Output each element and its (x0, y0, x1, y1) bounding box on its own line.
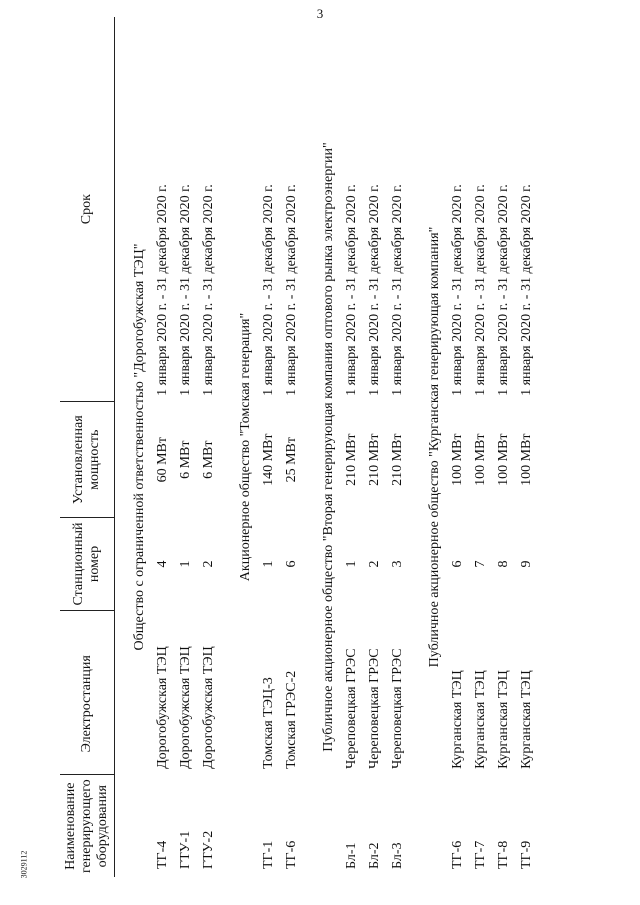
station-name: Череповецкая ГРЭС (367, 648, 383, 769)
station-name: Томская ГРЭС-2 (284, 670, 300, 769)
equipment-name: ТГ-9 (519, 840, 535, 869)
station-name: Дорогобужская ТЭЦ (155, 646, 171, 769)
station-name: Курганская ТЭЦ (519, 670, 535, 769)
installed-power: 210 МВт (344, 433, 360, 486)
equipment-name: ТГ-7 (473, 840, 489, 869)
group-header-row (318, 17, 341, 877)
equipment-name: ГТУ-1 (178, 830, 194, 869)
group-header-row (235, 17, 258, 877)
installed-power: 210 МВт (367, 433, 383, 486)
company-title: Акционерное общество "Томская генерация" (238, 312, 254, 582)
installed-power: 6 МВт (178, 440, 194, 479)
table-row (152, 17, 175, 877)
station-number: 1 (344, 560, 360, 568)
equipment-table (60, 17, 539, 877)
installed-power: 210 МВт (390, 433, 406, 486)
station-name: Курганская ТЭЦ (496, 670, 512, 769)
table-row (387, 17, 410, 877)
station-number: 9 (519, 560, 535, 568)
table-row (198, 17, 221, 877)
station-name: Череповецкая ГРЭС (390, 648, 406, 769)
installed-power: 60 МВт (155, 437, 171, 483)
station-number: 3 (390, 560, 406, 568)
table-header-row (60, 17, 115, 877)
equipment-name: ТГ-4 (155, 840, 171, 869)
term-period: 1 января 2020 г. - 31 декабря 2020 г. (519, 184, 535, 396)
station-number: 6 (450, 560, 466, 568)
company-title: Публичное акционерное общество "Вторая генерирующая компания оптового рынка электроэнергии" (321, 142, 337, 752)
station-name: Курганская ТЭЦ (450, 670, 466, 769)
installed-power: 100 МВт (519, 433, 535, 486)
station-name: Томская ТЭЦ-3 (261, 677, 277, 769)
station-number: 4 (155, 560, 171, 568)
station-number: 6 (284, 560, 300, 568)
term-period: 1 января 2020 г. - 31 декабря 2020 г. (450, 184, 466, 396)
document-code: 3029112 (19, 850, 29, 879)
term-period: 1 января 2020 г. - 31 декабря 2020 г. (344, 184, 360, 396)
installed-power: 100 МВт (473, 433, 489, 486)
installed-power: 6 МВт (201, 440, 217, 479)
station-name: Дорогобужская ТЭЦ (178, 646, 194, 769)
equipment-name: ТГ-1 (261, 840, 277, 869)
term-period: 1 января 2020 г. - 31 декабря 2020 г. (496, 184, 512, 396)
rotated-table-stage (60, 17, 535, 877)
equipment-name: Бл-2 (367, 842, 383, 869)
table-row (258, 17, 281, 877)
equipment-name: Бл-1 (344, 842, 360, 869)
station-name: Дорогобужская ТЭЦ (201, 646, 217, 769)
header-station: Электростанция (60, 611, 115, 775)
spacer-row (304, 17, 318, 877)
equipment-name: ГТУ-2 (201, 830, 217, 869)
term-period: 1 января 2020 г. - 31 декабря 2020 г. (390, 184, 406, 396)
header-power: Установленная мощность (60, 402, 115, 518)
station-number: 8 (496, 560, 512, 568)
company-title: Общество с ограниченной ответственностью "Дорогобужская ТЭЦ" (132, 243, 148, 651)
table-row (281, 17, 304, 877)
equipment-name: Бл-3 (390, 842, 406, 869)
table-row (175, 17, 198, 877)
equipment-name: ТГ-6 (450, 840, 466, 869)
table-row (341, 17, 364, 877)
spacer-row (410, 17, 424, 877)
term-period: 1 января 2020 г. - 31 декабря 2020 г. (201, 184, 217, 396)
equipment-name: ТГ-8 (496, 840, 512, 869)
table-body (115, 17, 540, 877)
group-header-row (129, 17, 152, 877)
station-name: Череповецкая ГРЭС (344, 648, 360, 769)
table-row (470, 17, 493, 877)
group-header-row (424, 17, 447, 877)
spacer-row (115, 17, 130, 877)
installed-power: 100 МВт (496, 433, 512, 486)
page-number: 3 (316, 6, 324, 21)
header-equipment: Наименование генерирующего оборудования (60, 775, 115, 877)
station-number: 2 (367, 560, 383, 568)
equipment-name: ТГ-6 (284, 840, 300, 869)
station-name: Курганская ТЭЦ (473, 670, 489, 769)
station-number: 1 (178, 560, 194, 568)
station-number: 2 (201, 560, 217, 568)
term-period: 1 января 2020 г. - 31 декабря 2020 г. (178, 184, 194, 396)
term-period: 1 января 2020 г. - 31 декабря 2020 г. (284, 184, 300, 396)
header-term: Срок (60, 17, 115, 402)
header-number: Станционный номер (60, 518, 115, 611)
installed-power: 100 МВт (450, 433, 466, 486)
table-row (364, 17, 387, 877)
table-row (516, 17, 539, 877)
spacer-row (221, 17, 235, 877)
installed-power: 140 МВт (261, 433, 277, 486)
station-number: 7 (473, 560, 489, 568)
term-period: 1 января 2020 г. - 31 декабря 2020 г. (473, 184, 489, 396)
installed-power: 25 МВт (284, 437, 300, 483)
term-period: 1 января 2020 г. - 31 декабря 2020 г. (367, 184, 383, 396)
station-number: 1 (261, 560, 277, 568)
term-period: 1 января 2020 г. - 31 декабря 2020 г. (155, 184, 171, 396)
table-row (447, 17, 470, 877)
company-title: Публичное акционерное общество "Курганская генерирующая компания" (427, 226, 443, 668)
term-period: 1 января 2020 г. - 31 декабря 2020 г. (261, 184, 277, 396)
table-row (493, 17, 516, 877)
